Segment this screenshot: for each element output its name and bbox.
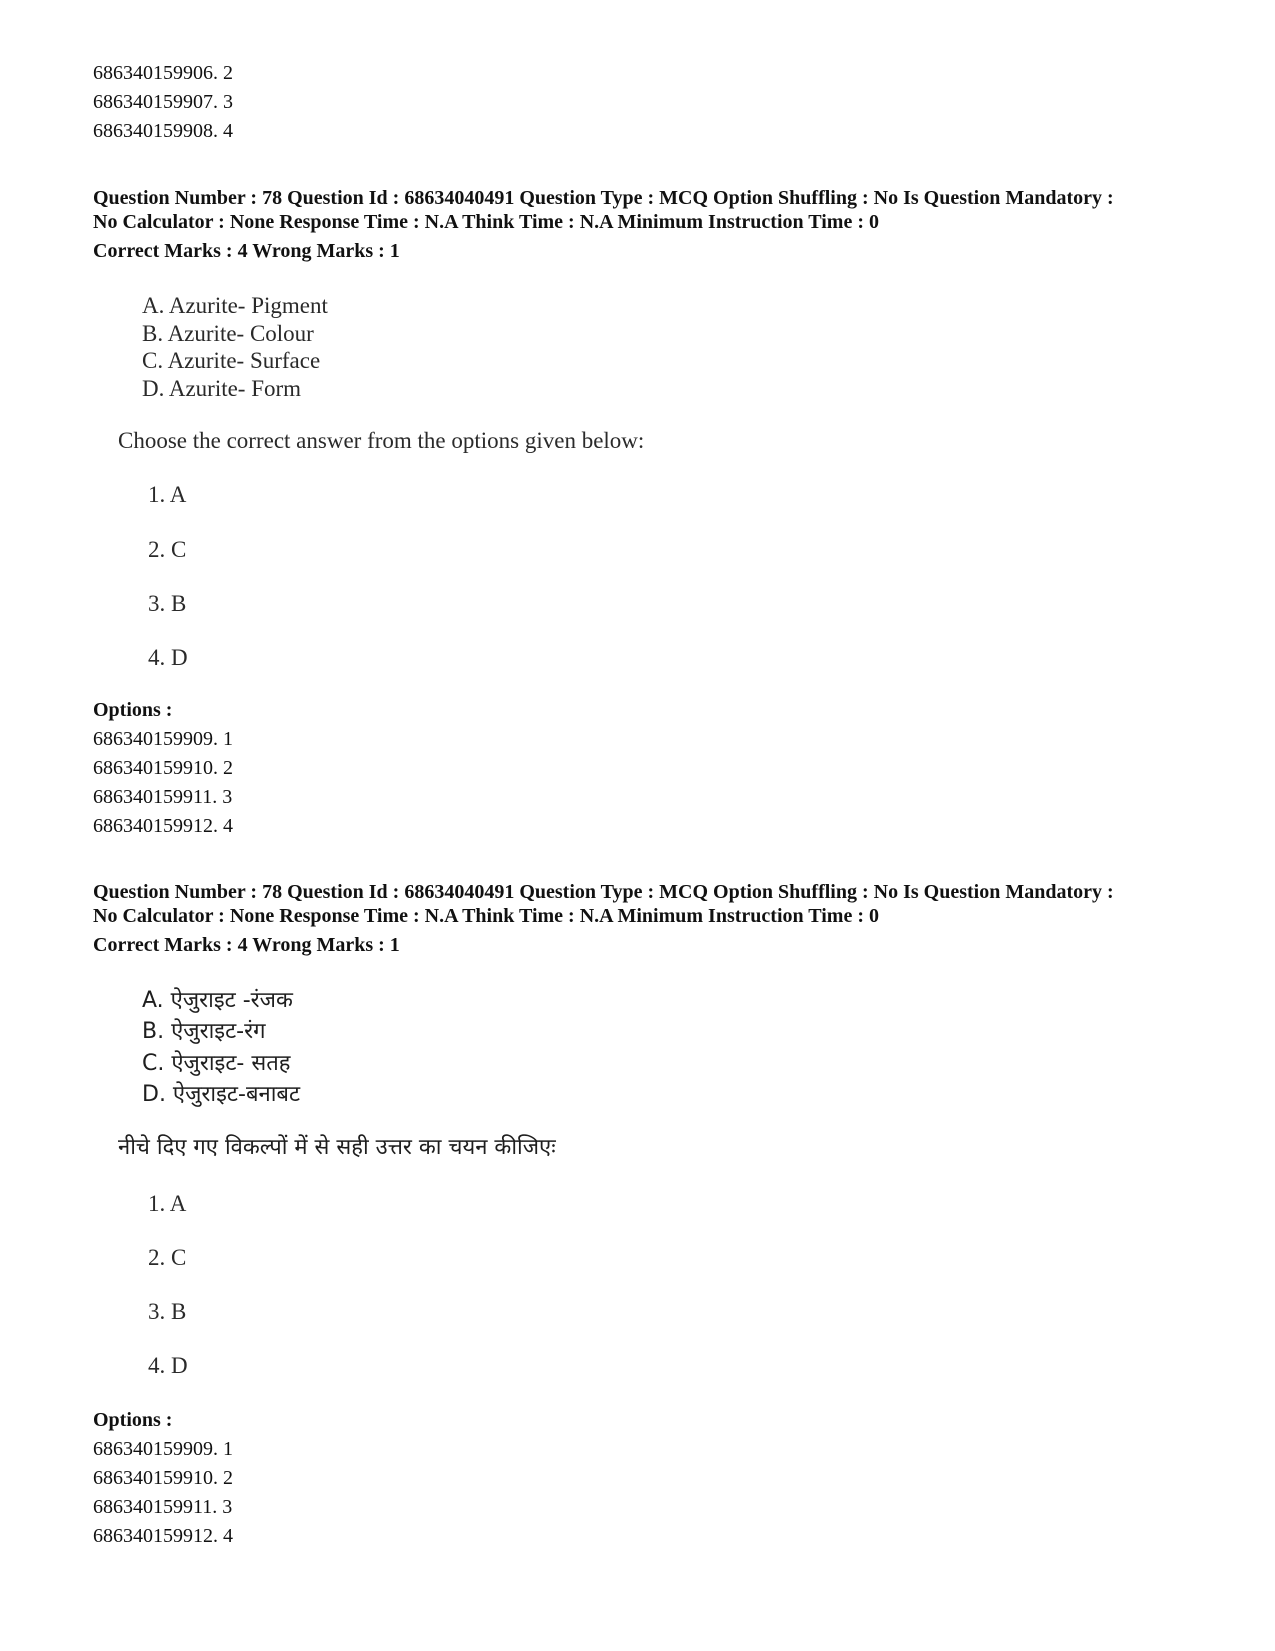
choice: 3. B — [148, 591, 187, 616]
options-label: Options : — [93, 1409, 173, 1431]
statement: A. Azurite- Pigment — [142, 293, 328, 318]
question-header: No Calculator : None Response Time : N.A Think Time : N.A Minimum Instruction Time : 0 — [93, 905, 879, 927]
option-line: 686340159912. 4 — [93, 1525, 233, 1547]
option-line: 686340159911. 3 — [93, 786, 233, 808]
choice: 4. D — [148, 1353, 188, 1378]
marks-line: Correct Marks : 4 Wrong Marks : 1 — [93, 240, 400, 262]
choice: 2. C — [148, 537, 187, 562]
option-line: 686340159910. 2 — [93, 1467, 233, 1489]
choice: 4. D — [148, 645, 188, 670]
statement: C. ऐजुराइट- सतह — [142, 1051, 291, 1076]
option-line: 686340159909. 1 — [93, 728, 233, 750]
question-header: No Calculator : None Response Time : N.A Think Time : N.A Minimum Instruction Time : 0 — [93, 211, 879, 233]
option-line: 686340159911. 3 — [93, 1496, 233, 1518]
statement: D. Azurite- Form — [142, 376, 302, 401]
option-line: 686340159910. 2 — [93, 757, 233, 779]
instruction: नीचे दिए गए विकल्पों में से सही उत्तर का चयन कीजिएः — [118, 1135, 556, 1160]
statement: B. Azurite- Colour — [142, 321, 314, 346]
marks-line: Correct Marks : 4 Wrong Marks : 1 — [93, 934, 400, 956]
choice: 1. A — [148, 482, 187, 507]
instruction: Choose the correct answer from the options given below: — [118, 428, 645, 453]
statement: D. ऐजुराइट-बनाबट — [142, 1082, 301, 1107]
statement: C. Azurite- Surface — [142, 348, 321, 373]
question-header: Question Number : 78 Question Id : 68634040491 Question Type : MCQ Option Shuffling : No Is Question Mandatory : — [93, 881, 1114, 903]
statement: B. ऐजुराइट-रंग — [142, 1019, 266, 1044]
option-line: 686340159907. 3 — [93, 91, 233, 113]
options-label: Options : — [93, 699, 173, 721]
option-line: 686340159906. 2 — [93, 62, 233, 84]
statement: A. ऐजुराइट -रंजक — [142, 988, 293, 1013]
question-header: Question Number : 78 Question Id : 68634040491 Question Type : MCQ Option Shuffling : No Is Question Mandatory : — [93, 187, 1114, 209]
choice: 1. A — [148, 1191, 187, 1216]
option-line: 686340159908. 4 — [93, 120, 233, 142]
option-line: 686340159912. 4 — [93, 815, 233, 837]
choice: 2. C — [148, 1245, 187, 1270]
option-line: 686340159909. 1 — [93, 1438, 233, 1460]
choice: 3. B — [148, 1299, 187, 1324]
